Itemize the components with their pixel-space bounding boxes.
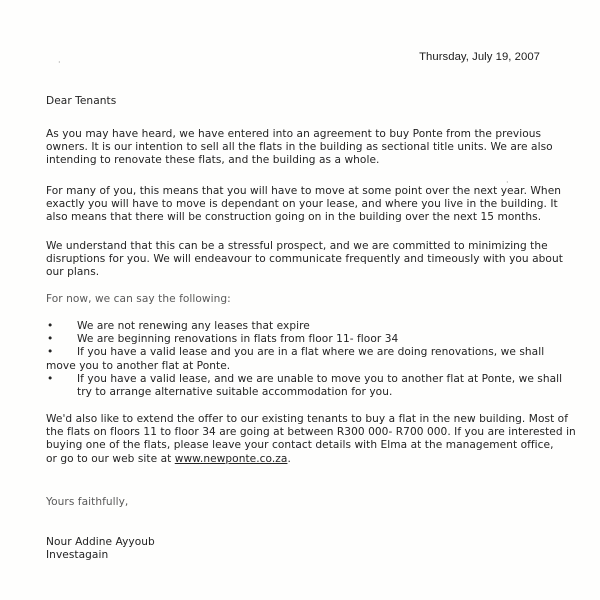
paragraph-line: We understand that this can be a stressful prospect, and we are committed to minimizing the bbox=[46, 240, 548, 252]
paragraph-line: buying one of the flats, please leave your contact details with Elma at the management office, bbox=[46, 439, 554, 452]
paragraph-line: exactly you will have to move is dependant on your lease, and where you live in the building. It bbox=[46, 198, 558, 211]
list-intro: For now, we can say the following: bbox=[46, 293, 231, 305]
list-item bbox=[46, 333, 566, 346]
paragraph-3 bbox=[46, 240, 562, 280]
signer-company: Investagain bbox=[46, 549, 109, 562]
paragraph-line: the flats on floors 11 to floor 34 are going at between R300 000- R700 000. If you are interested in bbox=[46, 426, 576, 439]
paragraph-line-last bbox=[46, 453, 562, 466]
list-item-text: If you have a valid lease, and we are unable to move you to another flat at Ponte, we shall bbox=[77, 372, 563, 385]
website-prefix: or go to our web site at bbox=[46, 452, 175, 465]
bullet-icon: • bbox=[47, 333, 54, 346]
list-item bbox=[46, 373, 566, 399]
list-item-text: move you to another flat at Ponte. bbox=[46, 359, 231, 372]
website-link[interactable]: www.newponte.co.za bbox=[174, 452, 288, 465]
paragraph-line: For many of you, this means that you will have to move at some point over the next year. When bbox=[46, 185, 562, 197]
paragraph-2 bbox=[46, 185, 562, 225]
list-item-text: If you have a valid lease and you are in a flat where we are doing renovations, we shall bbox=[77, 346, 545, 359]
list-item-text: We are beginning renovations in flats from floor 11- floor 34 bbox=[77, 333, 399, 346]
bullet-icon: • bbox=[47, 372, 54, 385]
list-item-text: We are not renewing any leases that expire bbox=[77, 320, 310, 332]
list-item-text: try to arrange alternative suitable accommodation for you. bbox=[77, 386, 393, 399]
paragraph-line: We'd also like to extend the offer to our existing tenants to buy a flat in the new building. Most of bbox=[46, 413, 568, 425]
letter-date: Thursday, July 19, 2007 bbox=[419, 51, 540, 63]
signer-name: Nour Addine Ayyoub bbox=[46, 536, 155, 548]
website-suffix: . bbox=[287, 452, 291, 465]
closing: Yours faithfully, bbox=[46, 496, 129, 508]
bullet-icon: • bbox=[47, 346, 54, 359]
list-item bbox=[46, 346, 566, 372]
bullet-icon: • bbox=[47, 320, 54, 332]
bullet-list bbox=[46, 320, 566, 399]
signature-block bbox=[46, 536, 562, 562]
scan-speck: · bbox=[506, 178, 509, 187]
paragraph-line: As you may have heard, we have entered into an agreement to buy Ponte from the previous bbox=[46, 128, 542, 140]
list-item bbox=[46, 320, 566, 333]
paragraph-4 bbox=[46, 413, 576, 466]
salutation: Dear Tenants bbox=[46, 95, 117, 107]
scan-speck: · bbox=[58, 58, 61, 67]
paragraph-1 bbox=[46, 128, 562, 168]
paragraph-line: disruptions for you. We will endeavour to communicate frequently and timeously with you about bbox=[46, 253, 563, 266]
paragraph-line: our plans. bbox=[46, 266, 100, 279]
paragraph-line: intending to renovate these flats, and the building as a whole. bbox=[46, 154, 380, 167]
paragraph-line: also means that there will be construction going on in the building over the next 15 months. bbox=[46, 211, 542, 224]
paragraph-line: owners. It is our intention to sell all the flats in the building as sectional title units. We are also bbox=[46, 141, 553, 154]
